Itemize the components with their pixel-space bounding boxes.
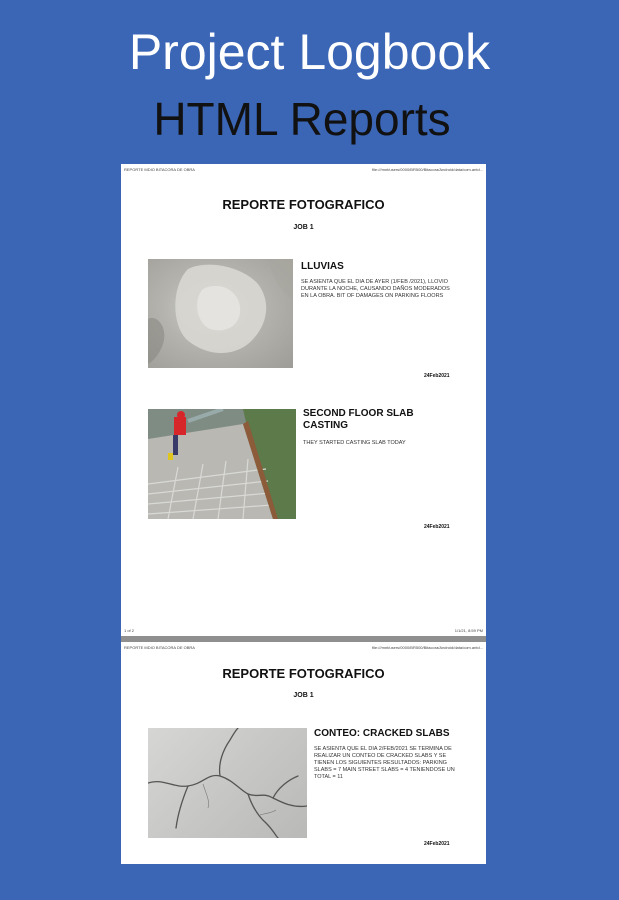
wet-concrete-photo[interactable] [148, 259, 293, 368]
entry-date: 24Feb2021 [424, 373, 450, 379]
promo-subtitle: HTML Reports [153, 93, 451, 145]
report-job: JOB 1 [293, 224, 314, 231]
entry-body: THEY STARTED CASTING SLAB TODAY [303, 440, 406, 446]
promo-title: Project Logbook [128, 24, 491, 80]
entry-title: LLUVIAS [301, 261, 344, 272]
report-job: JOB 1 [293, 692, 314, 699]
page-footer-number: 1 of 2 [124, 628, 135, 633]
report-page-2[interactable] [121, 642, 486, 864]
slab-casting-photo[interactable] [148, 409, 296, 519]
report-page-1[interactable] [121, 164, 486, 636]
entry-date: 24Feb2021 [424, 841, 450, 847]
page-footer-timestamp: 1/1/21, 8:59 PM [454, 628, 483, 633]
page-header-title: REPORTE MDIO BITACORA DE OBRA [124, 645, 195, 650]
cracked-slab-photo[interactable] [148, 728, 307, 838]
page-header-url: file:///mnt/users/0000/BR500/Bitacora/Android/data/com.antd... [372, 167, 483, 172]
page-header-url: file:///mnt/users/0000/BR500/Bitacora/Android/data/com.antd... [372, 645, 483, 650]
entry-title: CONTEO: CRACKED SLABS [314, 728, 450, 739]
entry-date: 24Feb2021 [424, 524, 450, 530]
report-title: REPORTE FOTOGRAFICO [222, 666, 385, 681]
entry-body: SE ASIENTA QUE EL DIA DE AYER (1/FEB /2021), LLOVIO DURANTE LA NOCHE, CAUSANDO DAÑOS MODERADOS EN LA OBRA. BIT OF DAMAGES ON PARKING FLOORS [301, 279, 450, 299]
report-title: REPORTE FOTOGRAFICO [222, 197, 385, 212]
page-header-title: REPORTE MDIO BITACORA DE OBRA [124, 167, 195, 172]
entry-title: SECOND FLOOR SLAB CASTING [303, 408, 414, 431]
entry-body: SE ASIENTA QUE EL DIA 2/FEB/2021 SE TERMINA DE REALIZAR UN CONTEO DE CRACKED SLABS Y SE TIENEN LOS SIGUIENTES RESULTADOS: PARKING SLABS = 7 MAIN STREET SLABS = 4 TENIENDOSE UN TOTAL = 11 [314, 746, 455, 780]
